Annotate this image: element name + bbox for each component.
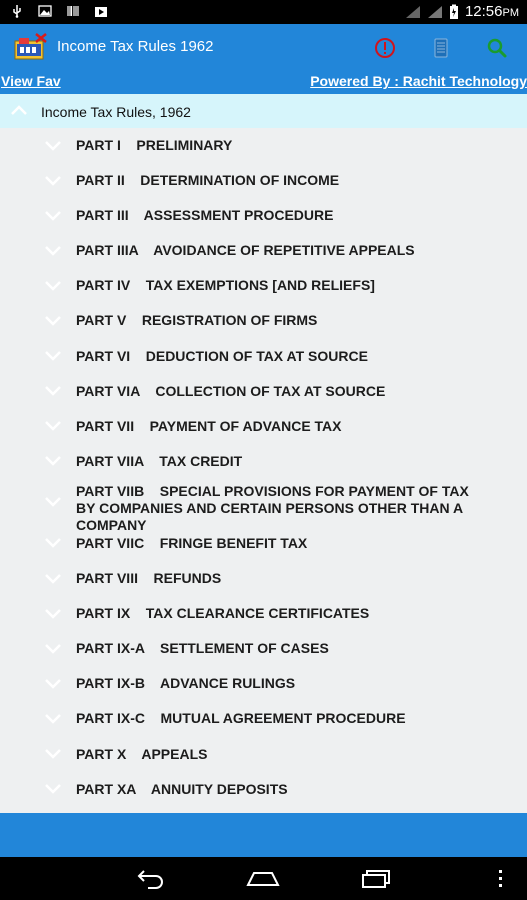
- tree-item-label: PART IIIA AVOIDANCE OF REPETITIVE APPEALS: [76, 242, 415, 259]
- status-time: 12:56PM: [464, 3, 519, 20]
- tree-root[interactable]: [0, 94, 527, 128]
- view-fav-link[interactable]: View Fav: [1, 73, 61, 89]
- usb-icon: [10, 4, 24, 18]
- chevron-down-icon: [44, 643, 62, 655]
- barcode-icon: [66, 4, 80, 18]
- tree-item-label: PART VIA COLLECTION OF TAX AT SOURCE: [76, 382, 386, 399]
- app-title: Income Tax Rules 1962: [57, 38, 214, 55]
- chevron-down-icon: [44, 537, 62, 549]
- tree-item-part-viic[interactable]: [0, 526, 527, 561]
- chevron-down-icon: [44, 783, 62, 795]
- chevron-down-icon: [44, 713, 62, 725]
- chevron-down-icon: [44, 140, 62, 152]
- wifi-off-icon: [405, 5, 421, 19]
- tree-item-label: PART V REGISTRATION OF FIRMS: [76, 312, 318, 329]
- chevron-down-icon: [44, 455, 62, 467]
- battery-icon: [449, 4, 459, 20]
- tree-item-part-xa[interactable]: [0, 772, 527, 807]
- status-bar: [0, 0, 527, 24]
- tree-item-part-viib[interactable]: [0, 479, 527, 533]
- chevron-down-icon: [44, 175, 62, 187]
- tree-root-label: Income Tax Rules, 1962: [41, 104, 191, 120]
- home-icon[interactable]: [246, 867, 280, 889]
- tree-item-label: PART IX-A SETTLEMENT OF CASES: [76, 640, 329, 657]
- powered-by-link[interactable]: Powered By : Rachit Technology: [310, 73, 527, 89]
- tree-item-part-iv[interactable]: [0, 268, 527, 303]
- tree-item-label: PART VIIA TAX CREDIT: [76, 452, 243, 469]
- tree-item-label: PART VI DEDUCTION OF TAX AT SOURCE: [76, 347, 368, 364]
- tree-item-label: PART VIIC FRINGE BENEFIT TAX: [76, 534, 308, 551]
- tree-item-label: PART IV TAX EXEMPTIONS [AND RELIEFS]: [76, 277, 375, 294]
- tree-item-label: PART VII PAYMENT OF ADVANCE TAX: [76, 417, 342, 434]
- play-store-icon: [94, 4, 108, 18]
- chevron-down-icon: [44, 280, 62, 292]
- chevron-up-icon: [10, 104, 28, 116]
- recents-icon[interactable]: [361, 867, 391, 889]
- tree-item-part-ix[interactable]: [0, 596, 527, 631]
- tree-item-part-viii[interactable]: [0, 561, 527, 596]
- chevron-down-icon: [44, 573, 62, 585]
- tree-item-part-vii[interactable]: [0, 409, 527, 444]
- tree-item-label: PART VIIB SPECIAL PROVISIONS FOR PAYMENT OF TAX BY COMPANIES AND CERTAIN PERSONS OTHER THAN A COMPANY: [76, 482, 473, 533]
- app-logo-icon: [14, 33, 48, 61]
- chevron-down-icon: [44, 245, 62, 257]
- tree-item-label: PART IX-B ADVANCE RULINGS: [76, 675, 296, 692]
- tree-item-part-iiia[interactable]: [0, 233, 527, 268]
- tree-item-label: PART I PRELIMINARY: [76, 137, 233, 153]
- tree-item-label: PART IX TAX CLEARANCE CERTIFICATES: [76, 605, 370, 622]
- tree-item-part-i[interactable]: [0, 128, 527, 163]
- chevron-down-icon: [44, 748, 62, 760]
- tree-item-label: PART X APPEALS: [76, 745, 208, 762]
- tree-list: [0, 94, 527, 813]
- tree-item-label: PART VIII REFUNDS: [76, 570, 222, 587]
- app-bar: [0, 24, 527, 70]
- image-icon: [38, 4, 52, 18]
- tree-item-part-via[interactable]: [0, 374, 527, 409]
- chevron-down-icon: [44, 315, 62, 327]
- chevron-down-icon: [44, 496, 62, 508]
- notes-icon[interactable]: [429, 36, 453, 60]
- system-nav-bar: [0, 857, 527, 900]
- chevron-down-icon: [44, 350, 62, 362]
- search-icon[interactable]: [485, 36, 509, 60]
- tree-item-label: PART III ASSESSMENT PROCEDURE: [76, 207, 334, 224]
- signal-icon: [427, 5, 443, 19]
- tree-item-part-x[interactable]: [0, 737, 527, 772]
- info-icon[interactable]: [373, 36, 397, 60]
- chevron-down-icon: [44, 420, 62, 432]
- tree-item-label: PART IX-C MUTUAL AGREEMENT PROCEDURE: [76, 710, 406, 727]
- tree-item-part-ix-a[interactable]: [0, 631, 527, 666]
- back-icon[interactable]: [136, 867, 166, 889]
- tree-item-part-iii[interactable]: [0, 198, 527, 233]
- tree-item-part-vi[interactable]: [0, 339, 527, 374]
- status-meridiem: PM: [502, 7, 519, 19]
- tree-item-part-viia[interactable]: [0, 444, 527, 479]
- chevron-down-icon: [44, 210, 62, 222]
- tree-item-part-ix-c[interactable]: [0, 701, 527, 736]
- tree-item-label: PART XA ANNUITY DEPOSITS: [76, 780, 288, 797]
- overflow-menu-icon[interactable]: [496, 867, 506, 889]
- tree-item-part-ii[interactable]: [0, 163, 527, 198]
- sub-bar: [0, 70, 527, 94]
- tree-item-part-ix-b[interactable]: [0, 666, 527, 701]
- tree-item-part-v[interactable]: [0, 303, 527, 338]
- chevron-down-icon: [44, 608, 62, 620]
- chevron-down-icon: [44, 385, 62, 397]
- tree-item-label: PART II DETERMINATION OF INCOME: [76, 172, 340, 189]
- chevron-down-icon: [44, 678, 62, 690]
- bottom-bar: [0, 813, 527, 857]
